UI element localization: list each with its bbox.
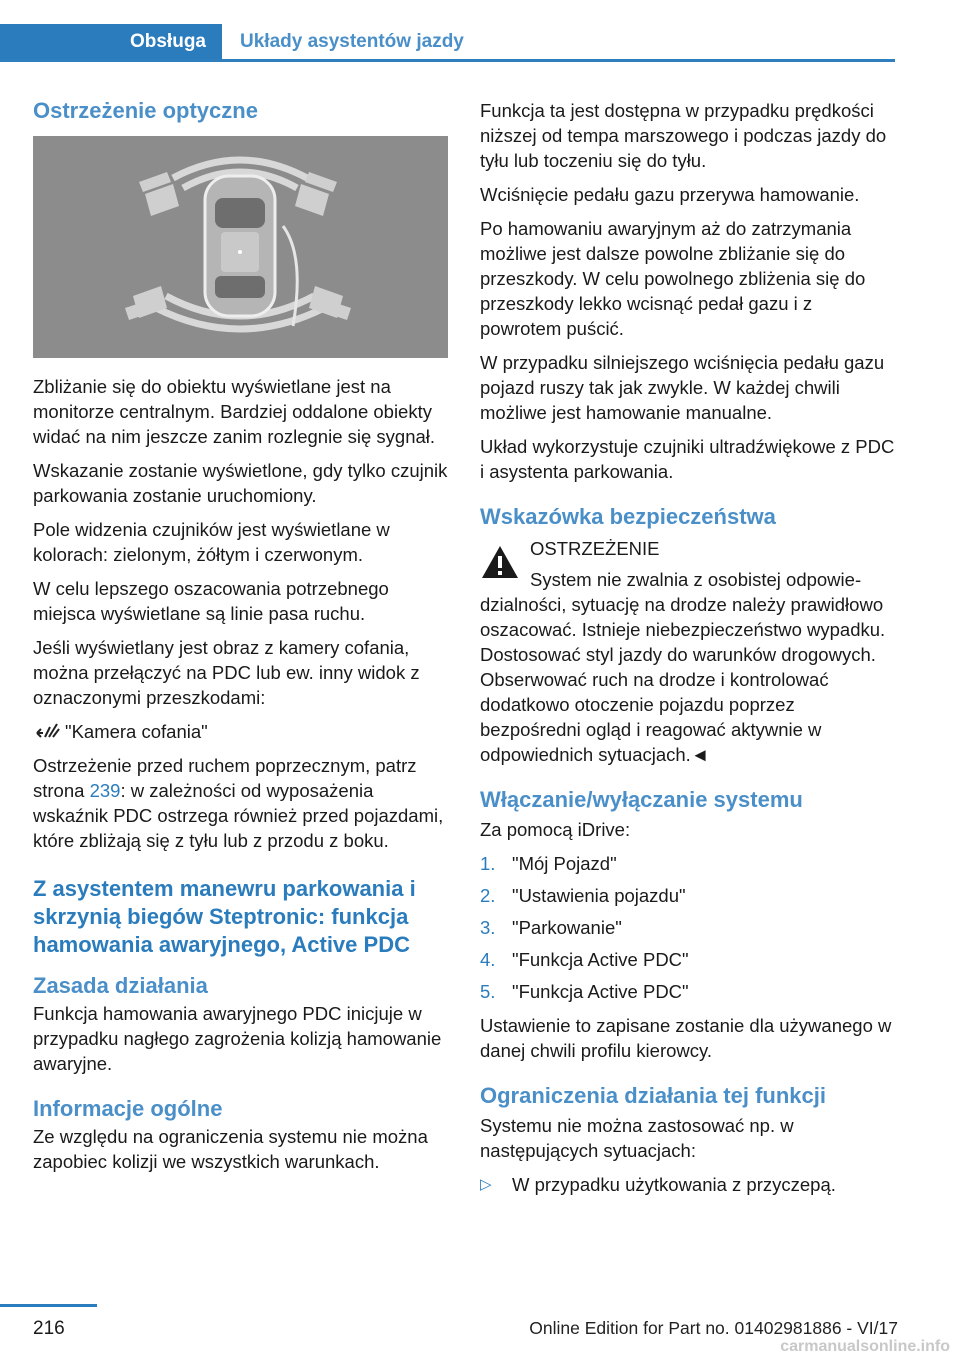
watermark: carmanualsonline.info — [780, 1338, 950, 1355]
paragraph: Ze względu na ograniczenia systemu nie można zapobiec kolizji we wszystkich warunkach. — [33, 1126, 428, 1172]
warning-title: OSTRZEŻENIE — [530, 538, 660, 559]
right-column — [480, 98, 898, 1197]
limits-list — [480, 1172, 898, 1197]
kamera-cofania-item: "Kamera cofania" — [33, 719, 453, 744]
footer-divider — [0, 1304, 97, 1307]
page-number: 216 — [33, 1318, 65, 1339]
warning-block — [480, 536, 898, 767]
steps-list — [480, 851, 898, 1004]
tab-uklady-asystentow[interactable]: Układy asystentów jazdy — [240, 30, 464, 52]
section-heading-toggle: Włączanie/wyłączanie systemu — [480, 787, 803, 812]
paragraph: Pole widzenia czujników jest wyświetlane w kolorach: zielonym, żółtym i czerwonym. — [33, 519, 390, 565]
warning-text: dzialności, sytuację na drodze należy prawidłowo oszacować. Istnieje niebezpieczeństwo wypadku. Dostosować styl jazdy do warunków drogowych. Obserwować ruch na drodze i kontrolować dodatkowo otoczenie pojazdu poprzez bezpośredni ogląd i reagować aktywnie w odpowiednich sytuacjach.◄ — [480, 594, 886, 765]
section-heading-general: Informacje ogólne — [33, 1096, 223, 1121]
rear-camera-icon — [33, 721, 61, 743]
list-item: 1. "Mój Pojazd" — [480, 853, 617, 874]
paragraph: W przypadku silniejszego wciśnięcia pedału gazu pojazd ruszy tak jak zwykle. W każdej chwili możliwe jest hamowanie manualne. — [480, 352, 885, 423]
pdc-illustration — [33, 136, 448, 358]
section-heading-safety: Wskazówka bezpieczeństwa — [480, 504, 776, 529]
section-heading-optical: Ostrzeżenie optyczne — [33, 98, 258, 123]
list-item: 5. "Funkcja Active PDC" — [480, 981, 689, 1002]
paragraph: Za pomocą iDrive: — [480, 819, 631, 840]
page-header — [0, 24, 895, 62]
edition-note: Online Edition for Part no. 01402981886 - VI/17 — [529, 1318, 898, 1338]
triangle-bullet-icon: ▷ — [480, 1176, 492, 1193]
list-item: ▷ W przypadku użytkowania z przyczepą. — [480, 1174, 836, 1195]
page-link-239[interactable]: 239 — [89, 780, 121, 801]
section-title-active-pdc: Z asystentem manewru parkowania i skrzynią biegów Steptronic: funkcja hamowania awaryjnego, Active PDC — [33, 876, 416, 957]
car-sensor-icon — [33, 136, 448, 358]
paragraph-cross-traffic: Ostrzeżenie przed ruchem poprzecznym, patrz strona 239: w zależności od wyposażenia wskaźnik PDC ostrzega również przed pojazdami, które zbliżają się z tyłu lub z przodu z boku. — [33, 755, 444, 851]
section-heading-principle: Zasada działania — [33, 973, 208, 998]
list-item: 4. "Funkcja Active PDC" — [480, 949, 689, 970]
paragraph: Po hamowaniu awaryjnym aż do zatrzymania możliwe jest dalsze powolne zbliżanie się do przeszkody. W celu powolnego zbliżenia się do przeszkody lekko wcisnąć pedał gazu i z powrotem puścić. — [480, 218, 866, 339]
paragraph: Ustawienie to zapisane zostanie dla używanego w danej chwili profilu kierowcy. — [480, 1015, 892, 1061]
paragraph: Jeśli wyświetlany jest obraz z kamery cofania, można przełączyć na PDC lub ew. inny widok z oznaczonymi przeszkodami: — [33, 637, 420, 708]
list-item: 2. "Ustawienia pojazdu" — [480, 885, 686, 906]
tab-obsluga[interactable]: Obsługa — [0, 24, 222, 59]
list-item: 3. "Parkowanie" — [480, 917, 622, 938]
warning-triangle-icon — [480, 544, 520, 580]
section-heading-limits: Ograniczenia działania tej funkcji — [480, 1083, 826, 1108]
paragraph: Systemu nie można zastosować np. w następujących sytuacjach: — [480, 1115, 794, 1161]
paragraph: Funkcja ta jest dostępna w przypadku prędkości niższej od tempa marszowego i podczas jazdy do tyłu lub toczeniu się do tyłu. — [480, 100, 887, 171]
paragraph: Układ wykorzystuje czujniki ultradźwiękowe z PDC i asystenta parkowania. — [480, 436, 895, 482]
warning-text-first: System nie zwalnia z osobistej odpowie- — [530, 569, 862, 590]
paragraph: Wskazanie zostanie wyświetlone, gdy tylko czujnik parkowania zostanie uruchomiony. — [33, 460, 448, 506]
left-column — [33, 98, 453, 1183]
paragraph: Wciśnięcie pedału gazu przerywa hamowanie. — [480, 184, 860, 205]
paragraph: Zbliżanie się do obiektu wyświetlane jest na monitorze centralnym. Bardziej oddalone obiekty widać na nim jeszcze zanim rozlegnie się sygnał. — [33, 376, 436, 447]
paragraph: Funkcja hamowania awaryjnego PDC inicjuje w przypadku nagłego zagrożenia kolizją hamowanie awaryjne. — [33, 1003, 442, 1074]
paragraph: W celu lepszego oszacowania potrzebnego miejsca wyświetlane są linie pasa ruchu. — [33, 578, 389, 624]
